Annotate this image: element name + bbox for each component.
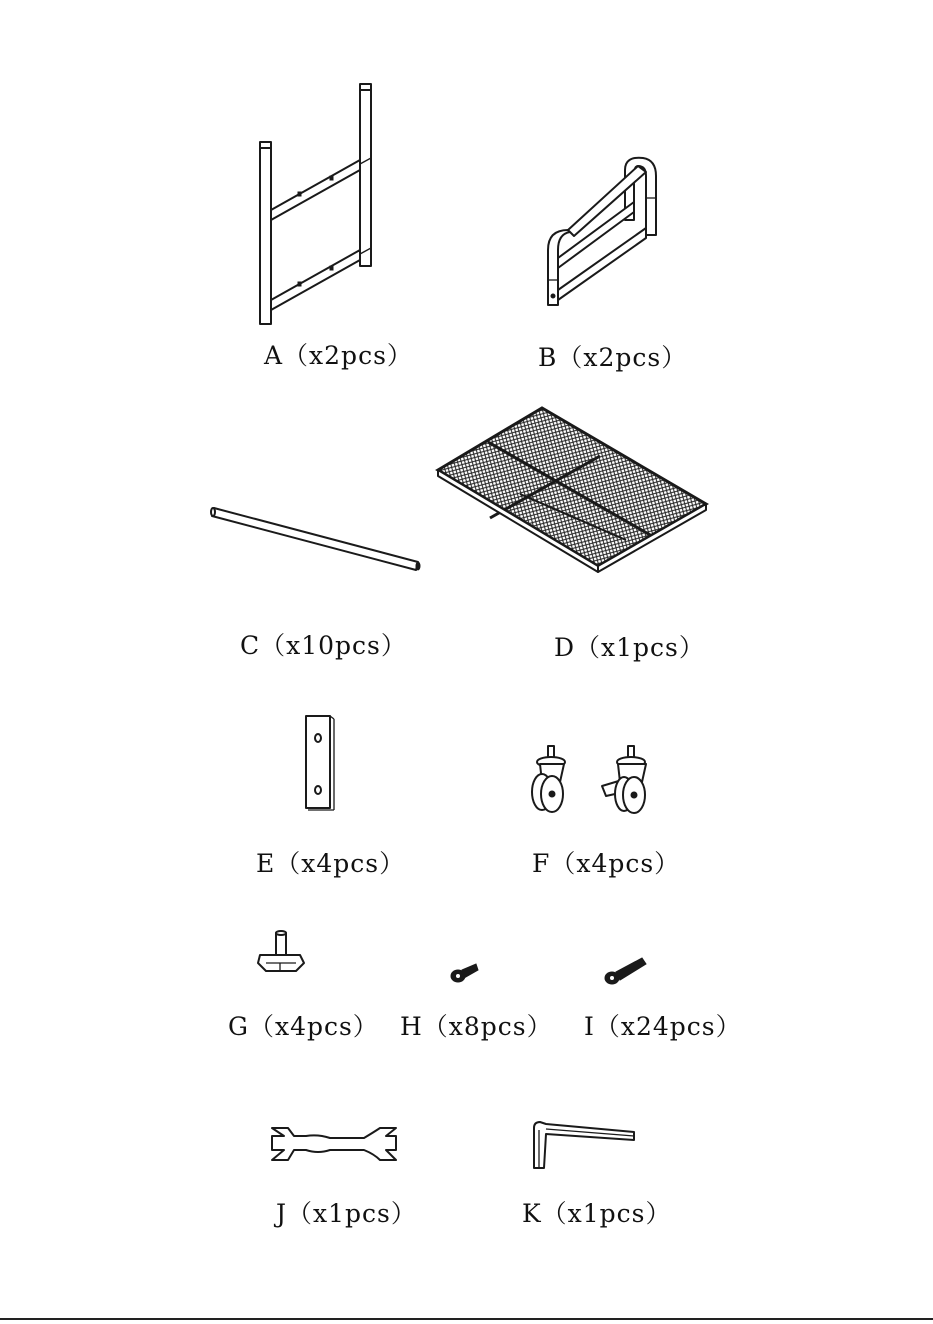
mesh-shelf-icon (430, 400, 720, 580)
part-g (228, 925, 378, 1045)
connector-plate-icon (250, 710, 410, 820)
part-d-label: D（x1pcs） (554, 633, 705, 662)
part-c (210, 500, 430, 680)
handle-frame-icon (530, 150, 690, 310)
wrench-icon (268, 1120, 408, 1170)
long-screw-icon (580, 950, 740, 1000)
part-j-label: J（x1pcs） (276, 1199, 417, 1228)
part-g-label: G（x4pcs） (228, 1012, 379, 1041)
ladder-frame-icon (240, 80, 400, 330)
part-a (240, 80, 413, 370)
part-k (522, 1118, 682, 1230)
part-b (530, 150, 690, 370)
part-a-label: A（x2pcs） (264, 341, 413, 370)
part-e-label: E（x4pcs） (256, 849, 406, 878)
part-k-label: K（x1pcs） (522, 1199, 672, 1228)
part-h (398, 950, 553, 1045)
part-f-label: F（x4pcs） (532, 849, 681, 878)
leveling-foot-icon (228, 925, 308, 985)
hex-key-icon (522, 1118, 652, 1178)
part-h-label: H（x8pcs） (400, 1012, 553, 1041)
part-f (520, 740, 700, 890)
short-screw-icon (398, 950, 548, 1000)
part-i (580, 950, 740, 1045)
rod-icon (210, 500, 430, 580)
part-d (430, 400, 720, 680)
part-e (250, 710, 410, 890)
part-b-label: B（x2pcs） (538, 343, 688, 372)
bottom-border (0, 1318, 933, 1320)
part-j (268, 1120, 428, 1230)
part-i-label: I（x24pcs） (584, 1012, 742, 1041)
caster-wheel-icon (520, 740, 700, 820)
part-c-label: C（x10pcs） (240, 631, 407, 660)
